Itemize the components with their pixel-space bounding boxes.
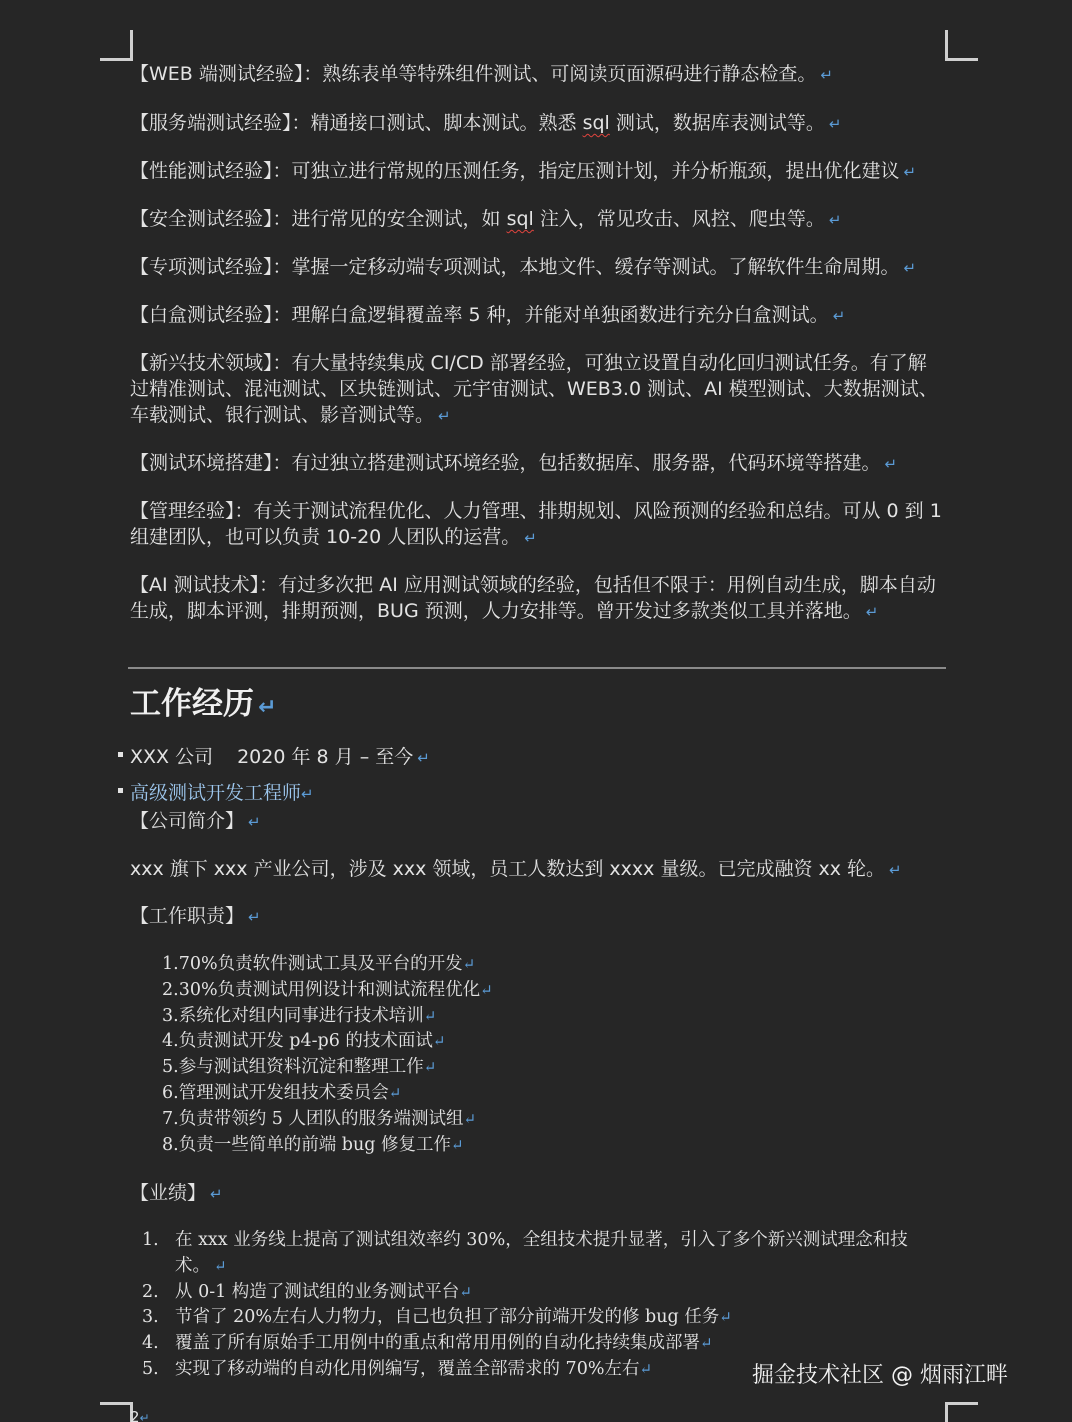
skill-label: 【专项测试经验】：: [130, 256, 292, 278]
skill-label: 【WEB 端测试经验】：: [130, 63, 323, 85]
job-title-line: [130, 780, 945, 807]
skill-whitebox: [130, 302, 945, 329]
paragraph-mark: ↵: [700, 1334, 713, 1353]
skill-label: 【新兴技术领域】：: [130, 352, 292, 374]
section-divider: [128, 667, 946, 669]
item-text: 从 0-1 构造了测试组的业务测试平台: [175, 1281, 460, 1302]
paragraph-mark: ↵: [828, 115, 842, 133]
paragraph-mark: ↵: [480, 980, 493, 999]
item-text: 实现了移动端的自动化用例编写，覆盖全部需求的 70%左右: [175, 1358, 640, 1379]
item-text: 覆盖了所有原始手工用例中的重点和常用用例的自动化持续集成部署: [175, 1333, 700, 1354]
duty-item: 5.参与测试组资料沉淀和整理工作↵: [162, 1057, 437, 1078]
skill-label: 【测试环境搭建】：: [130, 452, 292, 474]
duty-item: 6.管理测试开发组技术委员会↵: [162, 1082, 402, 1103]
section-heading-work: [130, 682, 276, 730]
skill-text: 有过独立搭建测试环境经验，包括数据库、服务器，代码环境等搭建。: [291, 452, 881, 474]
skill-label: 【服务端测试经验】：: [130, 112, 311, 134]
company-line: [130, 744, 945, 771]
item-number: 4.: [142, 1333, 159, 1354]
skill-text: 注入，常见攻击、风控、爬虫等。: [533, 208, 825, 230]
skill-web: [130, 61, 945, 88]
skill-text: 可独立进行常规的压测任务，指定压测计划，并分析瓶颈，提出优化建议: [291, 160, 900, 182]
skill-text: 测试，数据库表测试等。: [609, 112, 825, 134]
paragraph-mark: ↵: [884, 455, 898, 473]
duty-item: 4.负责测试开发 p4-p6 的技术面试↵: [162, 1031, 446, 1052]
heading-text: 工作经历: [130, 686, 254, 722]
paragraph-mark: ↵: [903, 259, 917, 277]
list-bullet: [118, 788, 123, 793]
paragraph-mark: ↵: [301, 785, 314, 803]
job-title: 高级测试开发工程师: [130, 782, 302, 804]
employment-period: 2020 年 8 月 – 至今: [237, 746, 414, 768]
skill-label: 【安全测试经验】：: [130, 208, 292, 230]
paragraph-mark: ↵: [462, 955, 476, 973]
duty-item: 7.负责带领约 5 人团队的服务端测试组↵: [162, 1108, 477, 1129]
achievements-label-text: 【业绩】: [130, 1182, 207, 1204]
skill-text: 理解白盒逻辑覆盖率 5 种，并能对单独函数进行充分白盒测试。: [291, 304, 829, 326]
spellcheck-flagged-word[interactable]: sql: [582, 112, 610, 134]
skill-text: 进行常见的安全测试，如: [291, 208, 507, 230]
intro-text: xxx 旗下 xxx 产业公司，涉及 xxx 领域，员工人数达到 xxxx 量级。已完成融资 xx 轮。: [130, 858, 886, 880]
paragraph-mark: ↵: [432, 1032, 446, 1051]
paragraph-mark: ↵: [248, 908, 261, 926]
duties-label-text: 【工作职责】: [130, 905, 245, 927]
list-bullet: [118, 752, 123, 757]
item-text: 节省了 20%左右人力物力，自己也负担了部分前端开发的修 bug 任务: [175, 1307, 720, 1328]
skill-environment: [130, 450, 945, 477]
top-left-crop-mark: [100, 30, 133, 61]
paragraph-mark: ↵: [832, 307, 846, 325]
achievement-item: [130, 1228, 930, 1280]
skill-security: [130, 206, 945, 233]
paragraph-mark: ↵: [214, 1256, 227, 1275]
skill-management: [130, 498, 945, 551]
skill-text: 掌握一定移动端专项测试，本地文件、缓存等测试。了解软件生命周期。: [291, 256, 900, 278]
duty-item: 2.30%负责测试用例设计和测试流程优化↵: [162, 979, 493, 1000]
bottom-right-crop-mark: [945, 1402, 978, 1422]
page-number: 2↵: [130, 1408, 150, 1422]
paragraph-mark: ↵: [889, 861, 902, 879]
paragraph-mark: ↵: [417, 749, 430, 767]
achievement-item: [130, 1280, 930, 1306]
duty-item: 8.负责一些简单的前端 bug 修复工作↵: [162, 1134, 464, 1155]
paragraph-mark: ↵: [903, 163, 917, 181]
company-name: XXX 公司: [130, 746, 214, 768]
company-intro: [130, 856, 945, 883]
skill-label: 【AI 测试技术】：: [130, 574, 279, 596]
achievements-label: [130, 1180, 945, 1207]
duty-item: 3.系统化对组内同事进行技术培训↵: [162, 1005, 437, 1026]
skill-emerging-tech: [130, 350, 945, 429]
item-number: 3.: [142, 1307, 159, 1328]
paragraph-mark: ↵: [463, 1109, 477, 1128]
skill-text: 有过多次把 AI 应用测试领域的经验，包括但不限于：用例自动生成，脚本自动生成，脚本评测，排期预测，BUG 预测，人力安排等。曾开发过多款类似工具并落地。: [130, 574, 936, 622]
paragraph-mark: ↵: [388, 1083, 402, 1102]
company-intro-label: [130, 808, 945, 835]
skill-label: 【管理经验】：: [130, 500, 254, 522]
paragraph-mark: ↵: [820, 66, 833, 84]
paragraph-mark: ↵: [210, 1185, 223, 1203]
skill-ai-testing: [130, 572, 945, 625]
skill-text: 有大量持续集成 CI/CD 部署经验，可独立设置自动化回归测试任务。有了解过精准测试、混沌测试、区块链测试、元宇宙测试、WEB3.0 测试、AI 模型测试、大数据测试、车载测试、银行测试、影音测试等。: [130, 352, 938, 426]
duties-list: [162, 952, 493, 1158]
item-number: 1.: [142, 1230, 159, 1250]
skill-text: 熟练表单等特殊组件测试、可阅读页面源码进行静态检查。: [322, 63, 817, 85]
item-number: 5.: [142, 1358, 159, 1379]
spellcheck-flagged-word[interactable]: sql: [506, 208, 534, 230]
skill-performance: [130, 158, 945, 185]
paragraph-mark: ↵: [248, 813, 261, 831]
skill-special: [130, 254, 945, 281]
paragraph-mark: ↵: [524, 529, 537, 547]
skill-label: 【白盒测试经验】：: [130, 304, 292, 326]
skill-label: 【性能测试经验】：: [130, 160, 292, 182]
intro-label-text: 【公司简介】: [130, 810, 245, 832]
paragraph-mark: ↵: [719, 1308, 732, 1327]
paragraph-mark: ↵: [459, 1282, 472, 1301]
paragraph-mark: ↵: [451, 1135, 464, 1154]
skill-text: 有关于测试流程优化、人力管理、排期规划、风险预测的经验和总结。可从 0 到 1 组建团队，也可以负责 10-20 人团队的运营。: [130, 500, 942, 548]
paragraph-mark: ↵: [828, 211, 842, 229]
duty-item: 1.70%负责软件测试工具及平台的开发↵: [162, 954, 476, 974]
watermark: 掘金技术社区 @ 烟雨江畔: [752, 1363, 1008, 1388]
paragraph-mark: ↵: [423, 1006, 437, 1025]
bottom-left-crop-mark: [100, 1402, 133, 1422]
item-text: 在 xxx 业务线上提高了测试组效率约 30%，全组技术提升显著，引入了多个新兴测试理念和技术。: [175, 1230, 908, 1276]
achievement-item: [130, 1305, 930, 1331]
achievement-item: [130, 1331, 930, 1357]
paragraph-mark: ↵: [865, 603, 879, 621]
duties-label: [130, 903, 945, 930]
top-right-crop-mark: [945, 30, 978, 61]
skill-server: [130, 110, 945, 137]
paragraph-mark: ↵: [639, 1359, 653, 1378]
paragraph-mark: ↵: [423, 1058, 437, 1077]
skill-text: 精通接口测试、脚本测试。熟悉: [310, 112, 583, 134]
paragraph-mark: ↵: [258, 695, 277, 720]
paragraph-mark: ↵: [438, 407, 451, 425]
item-number: 2.: [142, 1281, 159, 1302]
